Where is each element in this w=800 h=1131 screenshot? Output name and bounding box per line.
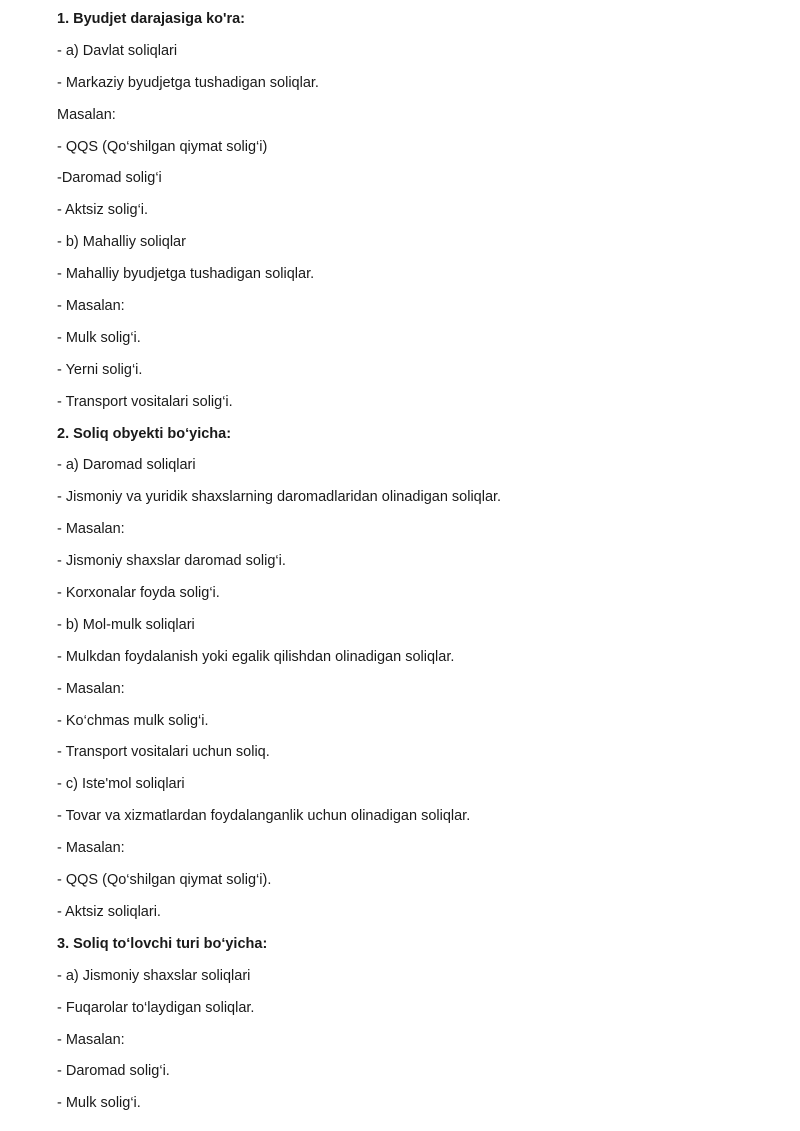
text-line: - Mahalliy byudjetga tushadigan soliqlar. [57, 266, 315, 283]
text-line: - c) Iste'mol soliqlari [57, 776, 185, 793]
section-heading: 1. Byudjet darajasiga ko'ra: [57, 11, 245, 27]
text-line: - Jismoniy shaxslar daromad solig‘i. [57, 553, 286, 570]
text-line: - Korxonalar foyda solig‘i. [57, 585, 220, 602]
text-line: - Masalan: [57, 521, 125, 538]
text-line: - Transport vositalari solig‘i. [57, 393, 233, 410]
text-line: - Aktsiz solig‘i. [57, 202, 149, 219]
document-body [57, 7, 780, 1123]
text-line: - Yerni solig‘i. [57, 361, 143, 378]
text-line: - Transport vositalari uchun soliq. [57, 744, 270, 761]
text-line: - b) Mahalliy soliqlar [57, 234, 186, 251]
text-line: - Daromad solig‘i. [57, 1063, 170, 1080]
text-line: - Aktsiz soliqlari. [57, 903, 161, 920]
document-page [57, 7, 780, 1123]
text-line: - Fuqarolar to‘laydigan soliqlar. [57, 999, 255, 1016]
text-line: - a) Daromad soliqlari [57, 457, 196, 474]
section-heading: 3. Soliq to‘lovchi turi bo‘yicha: [57, 935, 268, 952]
text-line: - Ko‘chmas mulk solig‘i. [57, 712, 209, 729]
text-line: - Jismoniy va yuridik shaxslarning daromadlaridan olinadigan soliqlar. [57, 489, 502, 506]
text-line: - QQS (Qo‘shilgan qiymat solig‘i) [57, 138, 268, 155]
text-line: - a) Davlat soliqlari [57, 42, 178, 59]
text-line: - Markaziy byudjetga tushadigan soliqlar. [57, 74, 319, 91]
text-line: Masalan: [57, 106, 116, 123]
text-line: - Masalan: [57, 298, 125, 315]
text-line: - Mulk solig‘i. [57, 1095, 141, 1112]
text-line: - Masalan: [57, 680, 125, 697]
text-line: - Tovar va xizmatlardan foydalanganlik uchun olinadigan soliqlar. [57, 808, 471, 825]
text-line: - QQS (Qo‘shilgan qiymat solig‘i). [57, 872, 272, 889]
text-line: - b) Mol-mulk soliqlari [57, 616, 195, 633]
text-line: - Mulkdan foydalanish yoki egalik qilishdan olinadigan soliqlar. [57, 648, 455, 665]
section-heading: 2. Soliq obyekti bo‘yicha: [57, 425, 232, 442]
text-line: -Daromad solig‘i [57, 170, 162, 187]
text-line: - Masalan: [57, 1031, 125, 1048]
text-line: - a) Jismoniy shaxslar soliqlari [57, 967, 251, 984]
text-line: - Masalan: [57, 840, 125, 857]
text-line: - Mulk solig‘i. [57, 329, 141, 346]
